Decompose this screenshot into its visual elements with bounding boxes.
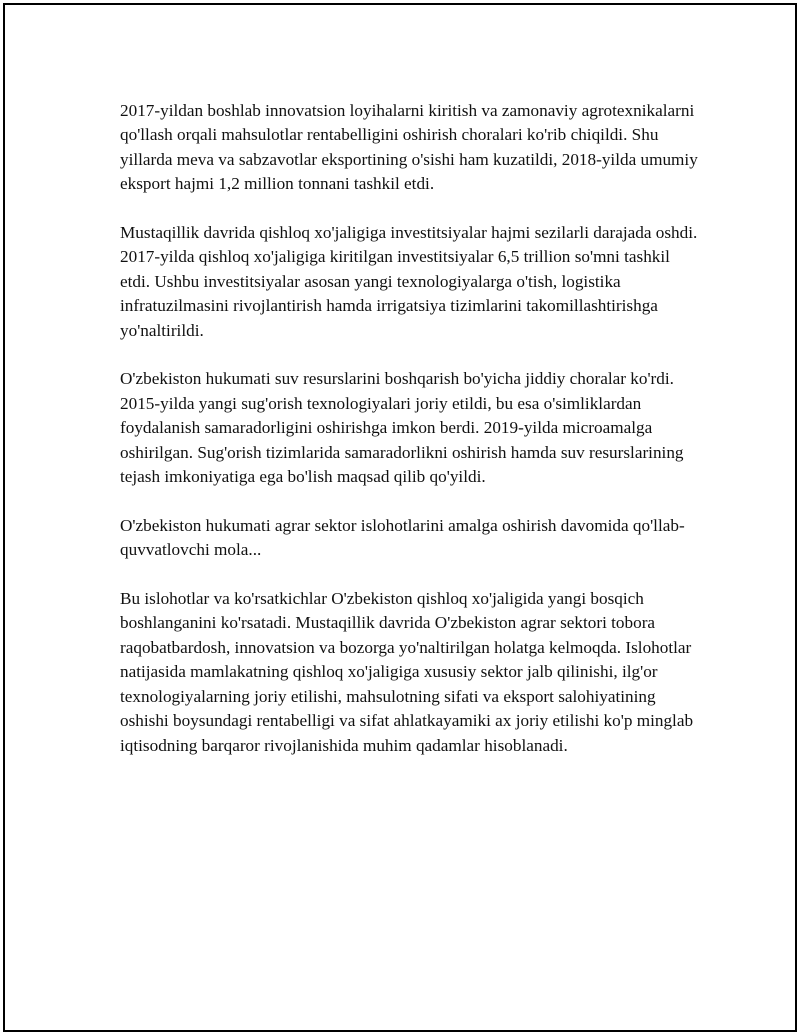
paragraph-2: Mustaqillik davrida qishloq xo'jaligiga investitsiyalar hajmi sezilarli darajada oshdi. 2017-yilda qishloq xo'jaligiga kiritilgan investitsiyalar 6,5 trillion so'mni tashkil etdi. Ushbu investitsiyalar asosan yangi texnologiyalarga o'tish, logistika infratuzilmasini rivojlantirish hamda irrigatsiya tizimlarini takomillashtirishga yo'naltirildi.	[120, 223, 698, 340]
page-frame	[3, 3, 797, 1032]
paragraph-4: O'zbekiston hukumati agrar sektor islohotlarini amalga oshirish davomida qo'llab-quvvatlovchi mola...	[120, 515, 685, 560]
document-body	[120, 99, 700, 758]
paragraph-5: Bu islohotlar va ko'rsatkichlar O'zbekiston qishloq xo'jaligida yangi bosqich boshlanganini ko'rsatadi. Mustaqillik davrida O'zbekiston agrar sektori tobora raqobatbardosh, innovatsion va bozorga yo'naltirilgan holatga kelmoqda. Islohotlar natijasida mamlakatning qishloq xo'jaligiga xususiy sektor jalb qilinishi, ilg'or texnologiyalarning joriy etilishi, mahsulotning sifati va eksport salohiyatining oshishi boysundagi rentabelligi va sifat ahlatkayamiki ax joriy etilishi ko'p minglab iqtisodning barqaror rivojlanishida muhim qadamlar hisoblanadi.	[120, 589, 694, 755]
paragraph-3: O'zbekiston hukumati suv resurslarini boshqarish bo'yicha jiddiy choralar ko'rdi. 2015-yilda yangi sug'orish texnologiyalari joriy etildi, bu esa o'simliklardan foydalanish samaradorligini oshirishga imkon berdi. 2019-yilda microamalga oshirilgan. Sug'orish tizimlarida samaradorlikni oshirish hamda suv resurslarining tejash imkoniyatiga ega bo'lish maqsad qilib qo'yildi.	[120, 369, 684, 487]
paragraph-1: 2017-yildan boshlab innovatsion loyihalarni kiritish va zamonaviy agrotexnikalarni qo'llash orqali mahsulotlar rentabelligini oshirish choralari ko'rib chiqildi. Shu yillarda meva va sabzavotlar eksportining o'sishi ham kuzatildi, 2018-yilda umumiy eksport hajmi 1,2 million tonnani tashkil etdi.	[120, 101, 698, 194]
